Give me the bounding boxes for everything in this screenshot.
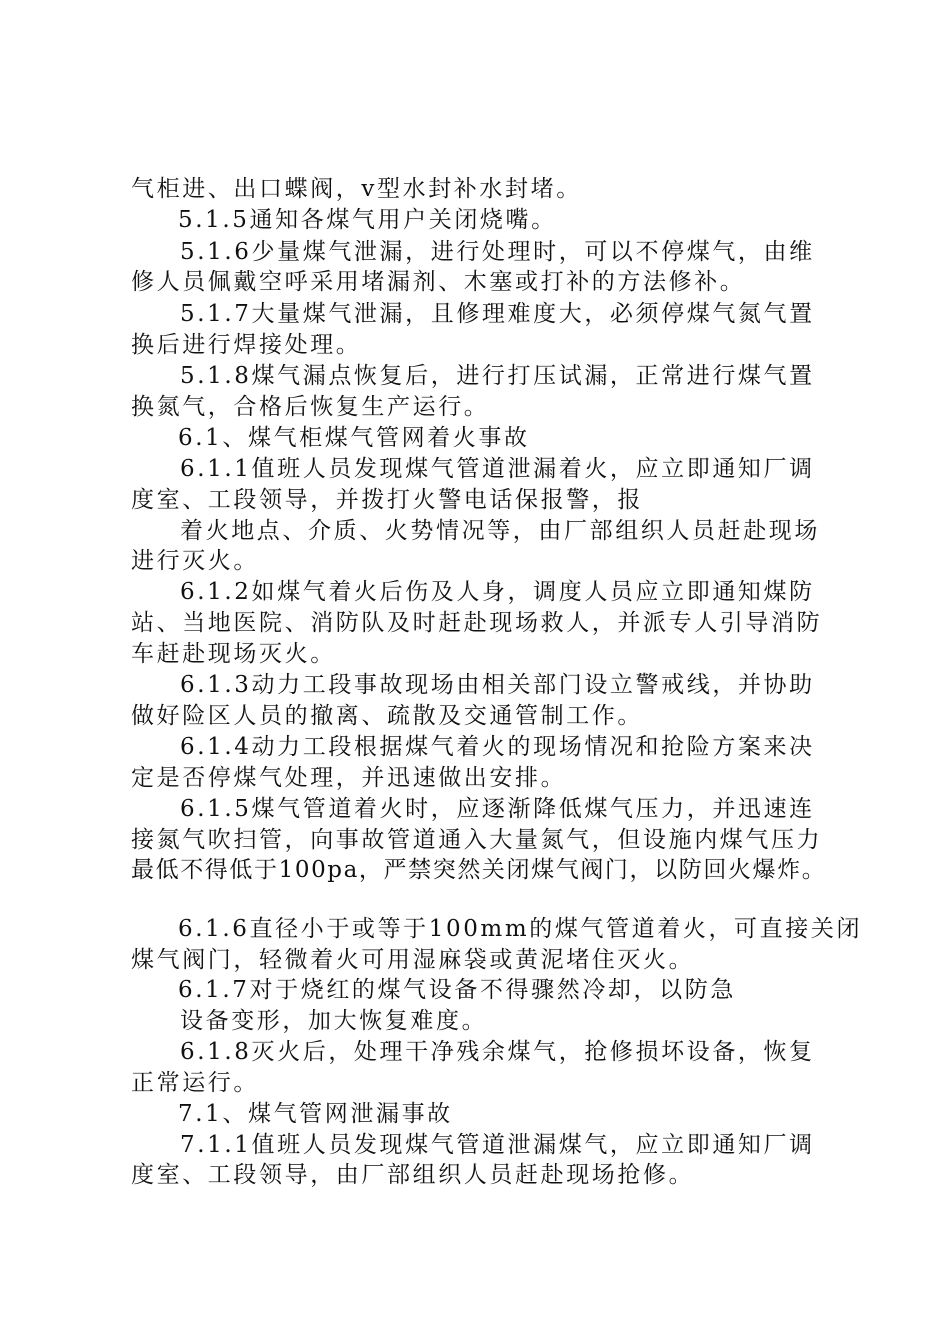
text-line: 6.1.5煤气管道着火时，应逐渐降低煤气压力，并迅速连 — [180, 796, 815, 822]
text-line: 接氮气吹扫管，向事故管道通入大量氮气，但设施内煤气压力 — [131, 827, 823, 853]
text-line: 6.1.7对于烧红的煤气设备不得骤然冷却，以防急 — [178, 977, 736, 1003]
text-line: 定是否停煤气处理，并迅速做出安排。 — [131, 765, 567, 791]
text-line: 7.1.1值班人员发现煤气管道泄漏煤气，应立即通知厂调 — [180, 1132, 815, 1158]
text-line: 站、当地医院、消防队及时赶赴现场救人，并派专人引导消防 — [131, 610, 823, 636]
text-line: 6.1.6直径小于或等于100mm的煤气管道着火，可直接关闭 — [178, 916, 863, 942]
text-line: 修人员佩戴空呼采用堵漏剂、木塞或打补的方法修补。 — [131, 269, 746, 295]
text-line: 正常运行。 — [131, 1070, 259, 1096]
text-line: 5.1.6少量煤气泄漏，进行处理时，可以不停煤气，由维 — [180, 239, 815, 265]
text-line: 进行灭火。 — [131, 548, 259, 574]
section-heading: 7.1、煤气管网泄漏事故 — [178, 1101, 453, 1127]
text-line: 换后进行焊接处理。 — [131, 332, 362, 358]
text-line: 做好险区人员的撤离、疏散及交通管制工作。 — [131, 703, 643, 729]
text-line: 车赶赴现场灭火。 — [131, 641, 336, 667]
text-line: 6.1.2如煤气着火后伤及人身，调度人员应立即通知煤防 — [180, 579, 815, 605]
text-line: 着火地点、介质、火势情况等，由厂部组织人员赶赴现场 — [180, 518, 820, 544]
text-line: 度室、工段领导，由厂部组织人员赶赴现场抢修。 — [131, 1162, 695, 1188]
text-line: 5.1.7大量煤气泄漏，且修理难度大，必须停煤气氮气置 — [180, 301, 815, 327]
text-line: 6.1.4动力工段根据煤气着火的现场情况和抢险方案来决 — [180, 734, 815, 760]
text-line: 6.1.3动力工段事故现场由相关部门设立警戒线，并协助 — [180, 672, 815, 698]
text-line: 5.1.8煤气漏点恢复后，进行打压试漏，正常进行煤气置 — [180, 363, 815, 389]
section-heading: 6.1、煤气柜煤气管网着火事故 — [178, 425, 530, 451]
text-line: 6.1.1值班人员发现煤气管道泄漏着火，应立即通知厂调 — [180, 456, 815, 482]
text-line: 6.1.8灭火后，处理干净残余煤气，抢修损坏设备，恢复 — [180, 1039, 815, 1065]
text-line: 煤气阀门，轻微着火可用湿麻袋或黄泥堵住灭火。 — [131, 947, 695, 973]
text-line: 换氮气，合格后恢复生产运行。 — [131, 394, 490, 420]
text-line: 最低不得低于100pa，严禁突然关闭煤气阀门，以防回火爆炸。 — [131, 857, 827, 883]
text-line: 设备变形，加大恢复难度。 — [180, 1008, 488, 1034]
text-line: 气柜进、出口蝶阀，v型水封补水封堵。 — [131, 176, 582, 202]
text-line: 度室、工段领导，并拨打火警电话保报警，报 — [131, 487, 643, 513]
text-line: 5.1.5通知各煤气用户关闭烧嘴。 — [178, 207, 557, 233]
